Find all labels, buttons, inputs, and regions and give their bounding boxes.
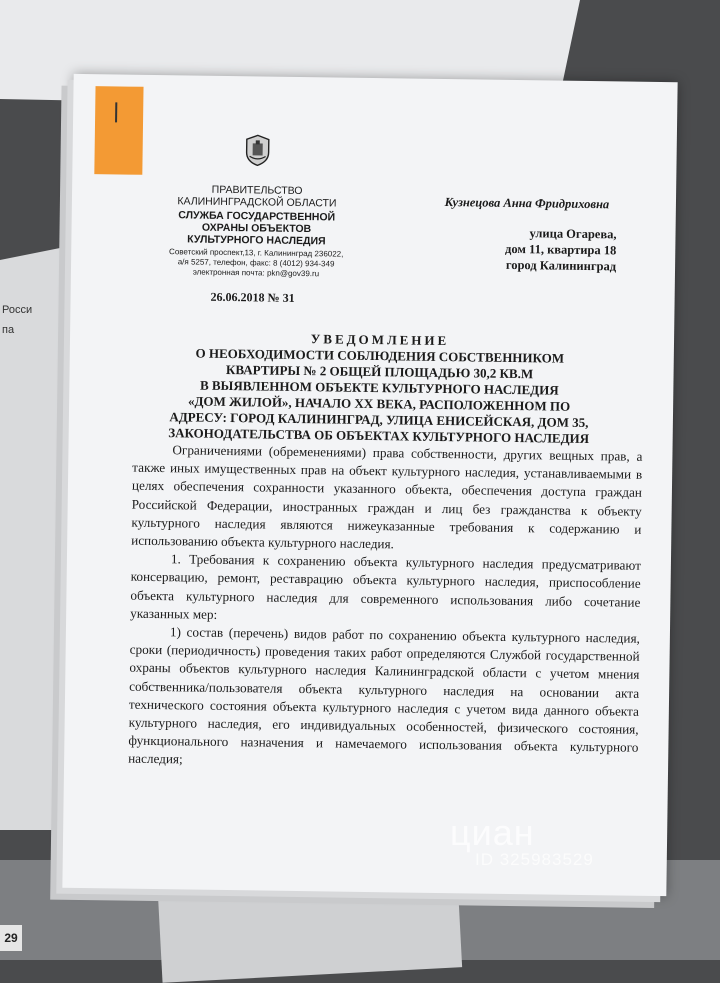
organization-header bbox=[151, 183, 362, 280]
body-paragraph: Ограничениями (обременениями) права собственности, других вещных прав, а также иных имущественных прав на объект культурного наследия, устанавливаемыми в целях обеспечения сохранности указанного объекта, обеспечения доступа граждан Российской Федерации, иностранных граждан и лиц без гражданства к объекту культурного наследия являются нижеуказанные требования к содержанию и использованию объекта культурного наследия. bbox=[131, 442, 643, 552]
background-sheet-bottom bbox=[158, 877, 462, 983]
sticky-note bbox=[94, 86, 143, 175]
watermark-id: ID 325983529 bbox=[475, 850, 594, 869]
contact-details: Советский проспект,13, г. Калининград 236022, а/я 5257, телефон, факс: 8 (4012) 934-349 электронная почта: pkn@gov39.ru bbox=[169, 247, 344, 279]
page-number-tag: 29 bbox=[0, 925, 22, 951]
title-line: В ВЫЯВЛЕННОМ ОБЪЕКТЕ КУЛЬТУРНОГО НАСЛЕДИЯ bbox=[199, 377, 559, 398]
body-paragraph: 1) состав (перечень) видов работ по сохранению объекта культурного наследия, сроки (периодичность) проведения таких работ определяются Службой государственной охраны объектов культурного наследия Калининградской области с учетом мнения собственника/пользователя объекта культурного наследия на основании акта технического состояния объекта культурного наследия с учетом вида данного объекта культурного наследия, его индивидуальных особенностей, физического состояния, функционального назначения и намечаемого использования объекта культурного наследия; bbox=[128, 624, 640, 767]
service-name: СЛУЖБА ГОСУДАРСТВЕННОЙ ОХРАНЫ ОБЪЕКТОВ КУЛЬТУРНОГО НАСЛЕДИЯ bbox=[178, 209, 336, 248]
notice-document bbox=[62, 74, 677, 896]
title-line: КВАРТИРЫ № 2 ОБЩЕЙ ПЛОЩАДЬЮ 30,2 КВ.М bbox=[225, 361, 534, 382]
watermark-brand: циан bbox=[450, 812, 535, 853]
title-line: «ДОМ ЖИЛОЙ», НАЧАЛО XX ВЕКА, РАСПОЛОЖЕННОМ ПО bbox=[187, 393, 571, 414]
title-line: О НЕОБХОДИМОСТИ СОБЛЮДЕНИЯ СОБСТВЕННИКОМ bbox=[195, 345, 565, 366]
recipient-name: Кузнецова Анна Фридриховна bbox=[444, 195, 610, 212]
background-side-text: Росси па bbox=[2, 304, 33, 336]
notice-title bbox=[129, 329, 631, 448]
coat-of-arms-icon bbox=[244, 134, 270, 166]
sticky-note-mark bbox=[115, 102, 117, 122]
recipient-address: улица Огарева, дом 11, квартира 18 город Калининград bbox=[505, 226, 617, 274]
government-name: ПРАВИТЕЛЬСТВО КАЛИНИНГРАДСКОЙ ОБЛАСТИ bbox=[177, 183, 337, 210]
document-date-number: 26.06.2018 № 31 bbox=[210, 289, 295, 305]
recipient-block bbox=[406, 194, 647, 274]
notice-body bbox=[128, 441, 643, 776]
title-line: АДРЕСУ: ГОРОД КАЛИНИНГРАД, УЛИЦА ЕНИСЕЙСКАЯ, ДОМ 35, bbox=[169, 409, 589, 431]
title-line: ЗАКОНОДАТЕЛЬСТВА ОБ ОБЪЕКТАХ КУЛЬТУРНОГО НАСЛЕДИЯ bbox=[168, 425, 590, 447]
body-paragraph: 1. Требования к сохранению объекта культурного наследия предусматривают консервацию, ремонт, реставрацию объекта культурного наследия, приспособление объекта культурного наследия для современного использования либо сочетание указанных мер: bbox=[130, 551, 642, 622]
notice-heading: УВЕДОМЛЕНИЕ bbox=[310, 331, 450, 349]
